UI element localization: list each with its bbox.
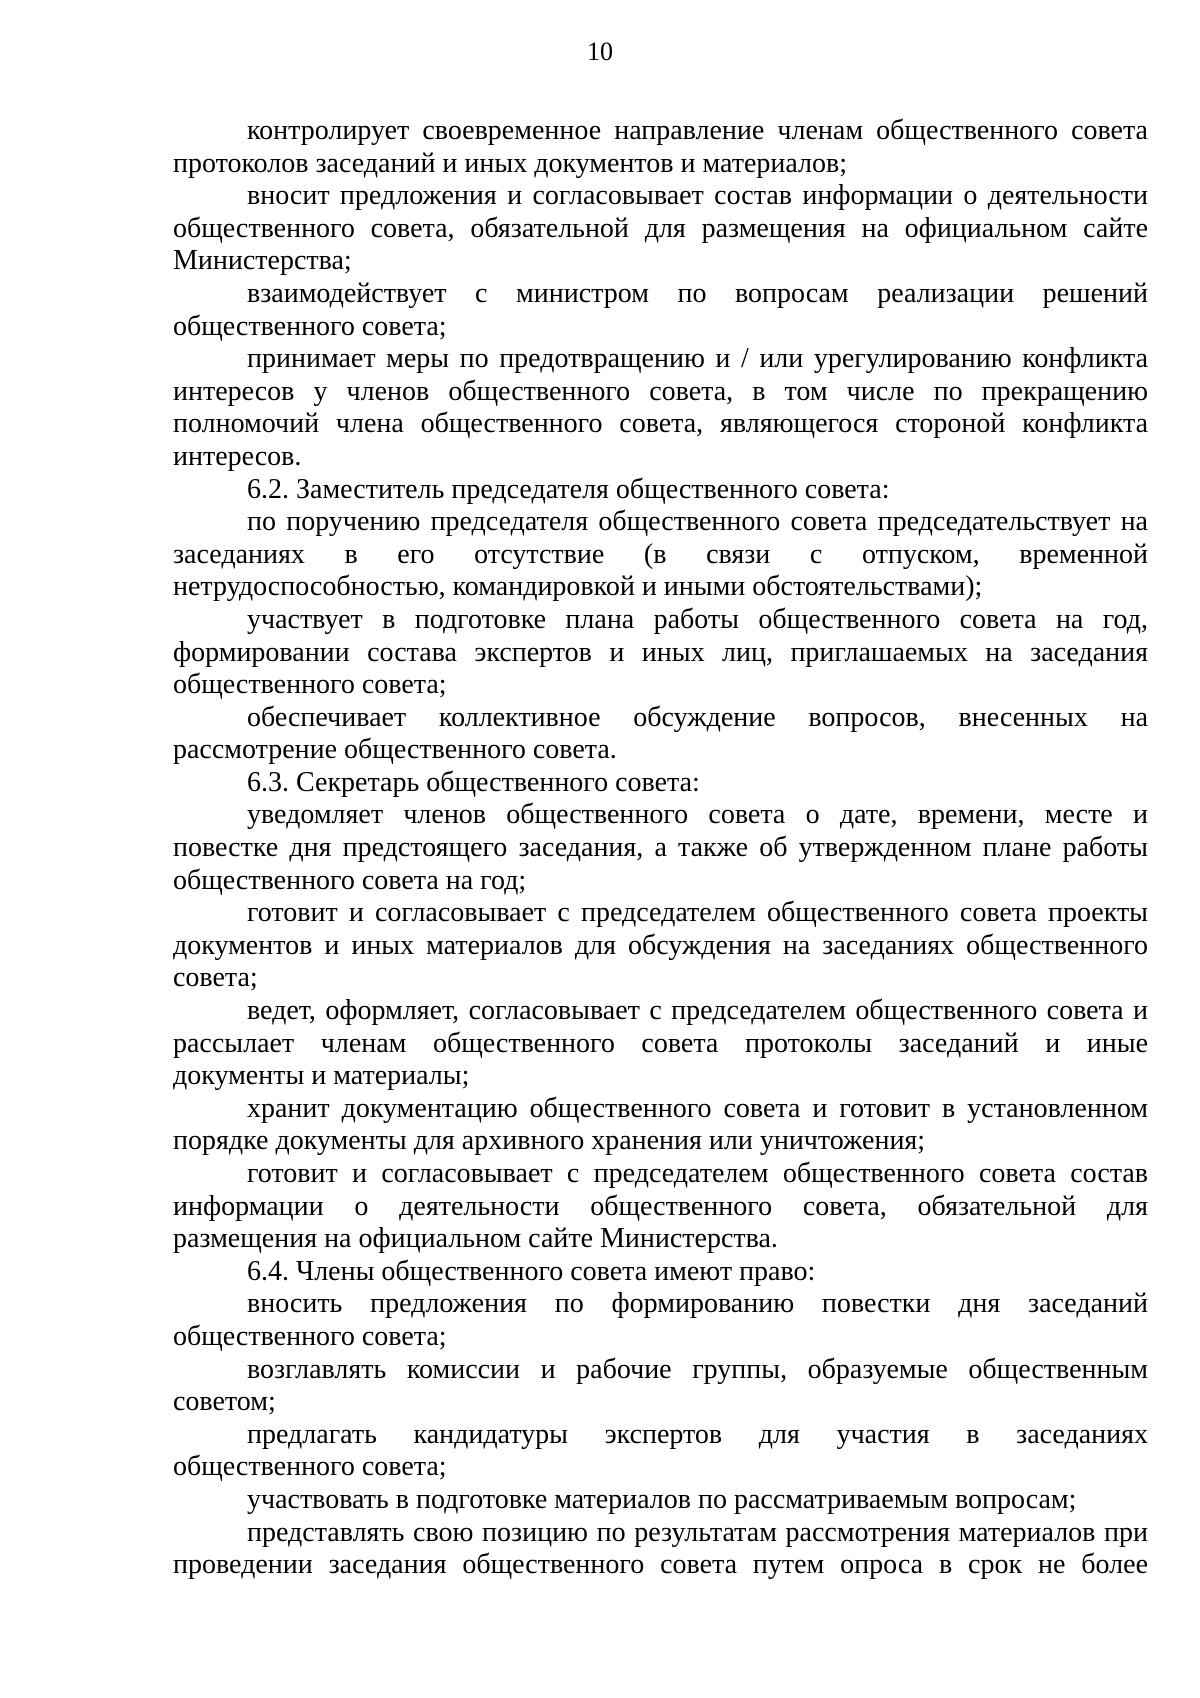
paragraph: по поручению председателя общественного совета председательствует на заседаниях в его отсутствие (в связи с отпуском, временной нетрудоспособностью, командировкой и иными обстоятельствами);: [173, 506, 1148, 603]
paragraph: готовит и согласовывает с председателем общественного совета состав информации о деятельности общественного совета, обязательной для размещения на официальном сайте Министерства.: [173, 1158, 1148, 1255]
section-heading-6-2: 6.2. Заместитель председателя общественного совета:: [247, 473, 890, 505]
document-body: [173, 115, 1148, 1582]
paragraph: хранит документацию общественного совета и готовит в установленном порядке документы для архивного хранения или уничтожения;: [173, 1092, 1148, 1157]
paragraph: вносить предложения по формированию повестки дня заседаний общественного совета;: [173, 1288, 1148, 1352]
paragraph: уведомляет членов общественного совета о дате, времени, месте и повестке дня предстоящего заседания, а также об утвержденном плане работы общественного совета на год;: [173, 799, 1148, 896]
page-number: 10: [587, 37, 613, 66]
paragraph: представлять свою позицию по результатам рассмотрения материалов при проведении заседания общественного совета путем опроса в срок не более: [173, 1516, 1148, 1581]
section-heading-6-3: 6.3. Секретарь общественного совета:: [247, 766, 700, 798]
paragraph: предлагать кандидатуры экспертов для участия в заседаниях общественного совета;: [173, 1418, 1148, 1483]
paragraph: ведет, оформляет, согласовывает с председателем общественного совета и рассылает членам общественного совета протоколы заседаний и иные документы и материалы;: [173, 995, 1148, 1092]
section-heading-6-4: 6.4. Члены общественного совета имеют право:: [247, 1255, 816, 1287]
paragraph: взаимодействует с министром по вопросам реализации решений общественного совета;: [173, 277, 1148, 342]
paragraph: готовит и согласовывает с председателем общественного совета проекты документов и иных материалов для обсуждения на заседаниях общественного совета;: [173, 897, 1148, 994]
paragraph: контролирует своевременное направление членам общественного совета протоколов заседаний и иных документов и материалов;: [173, 115, 1148, 179]
paragraph: принимает меры по предотвращению и / или урегулированию конфликта интересов у членов общественного совета, в том числе по прекращению полномочий члена общественного совета, являющегося стороной конфликта интересов.: [173, 343, 1148, 472]
paragraph: обеспечивает коллективное обсуждение вопросов, внесенных на рассмотрение общественного совета.: [173, 701, 1148, 766]
paragraph: участвовать в подготовке материалов по рассматриваемым вопросам;: [247, 1483, 1077, 1515]
paragraph: вносит предложения и согласовывает состав информации о деятельности общественного совета, обязательной для размещения на официальном сайте Министерства;: [173, 180, 1148, 277]
paragraph: возглавлять комиссии и рабочие группы, образуемые общественным советом;: [173, 1353, 1148, 1418]
paragraph: участвует в подготовке плана работы общественного совета на год, формировании состава экспертов и иных лиц, приглашаемых на заседания общественного совета;: [173, 603, 1148, 701]
